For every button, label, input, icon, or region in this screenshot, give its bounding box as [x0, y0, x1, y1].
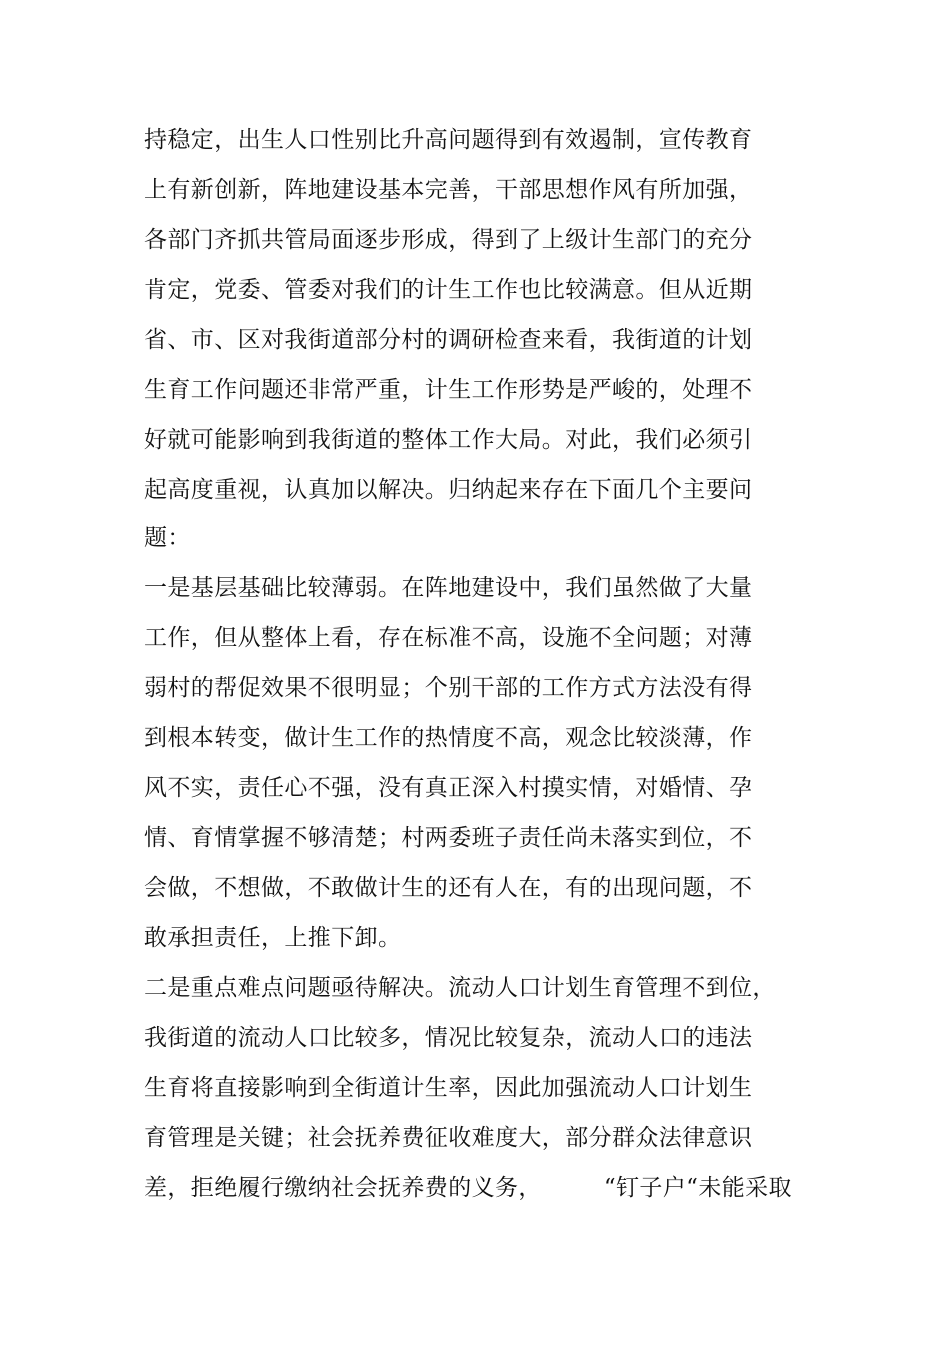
text-line: 持稳定，出生人口性别比升高问题得到有效遏制，宣传教育: [144, 127, 753, 153]
text-line: 我街道的流动人口比较多，情况比较复杂，流动人口的违法: [144, 1025, 753, 1051]
text-line-last: [144, 1173, 792, 1203]
text-line: 生育工作问题还非常严重，计生工作形势是严峻的，处理不: [144, 377, 753, 403]
text-line: 生育将直接影响到全街道计生率，因此加强流动人口计划生: [144, 1075, 753, 1101]
text-line: 上有新创新，阵地建设基本完善，干部思想作风有所加强，: [144, 177, 753, 203]
text-line: 会做，不想做，不敢做计生的还有人在，有的出现问题，不: [144, 875, 753, 901]
text-line: 一是基层基础比较薄弱。在阵地建设中，我们虽然做了大量: [144, 575, 753, 601]
text-line: 肯定，党委、管委对我们的计生工作也比较满意。但从近期: [144, 277, 753, 303]
text-line: 好就可能影响到我街道的整体工作大局。对此，我们必须引: [144, 427, 753, 453]
text-line: 育管理是关键；社会抚养费征收难度大，部分群众法律意识: [144, 1125, 753, 1151]
text-line: 风不实，责任心不强，没有真正深入村摸实情，对婚情、孕: [144, 775, 753, 801]
text-line: 弱村的帮促效果不很明显；个别干部的工作方式方法没有得: [144, 675, 753, 701]
text-line: 起高度重视，认真加以解决。归纳起来存在下面几个主要问: [144, 477, 753, 503]
text-line: 省、市、区对我街道部分村的调研检查来看，我街道的计划: [144, 327, 753, 353]
text-line-tail: “钉子户“未能采取: [603, 1175, 792, 1201]
text-line: 敢承担责任，上推下卸。: [144, 925, 402, 951]
text-line: 题：: [144, 525, 191, 551]
text-line-head: 差，拒绝履行缴纳社会抚养费的义务，: [144, 1175, 542, 1201]
text-line: 到根本转变，做计生工作的热情度不高，观念比较淡薄，作: [144, 725, 753, 751]
text-line: 情、育情掌握不够清楚；村两委班子责任尚未落实到位，不: [144, 825, 753, 851]
text-line: 二是重点难点问题亟待解决。流动人口计划生育管理不到位，: [144, 975, 776, 1001]
text-line: 各部门齐抓共管局面逐步形成，得到了上级计生部门的充分: [144, 227, 753, 253]
text-line: 工作，但从整体上看，存在标准不高，设施不全问题；对薄: [144, 625, 753, 651]
